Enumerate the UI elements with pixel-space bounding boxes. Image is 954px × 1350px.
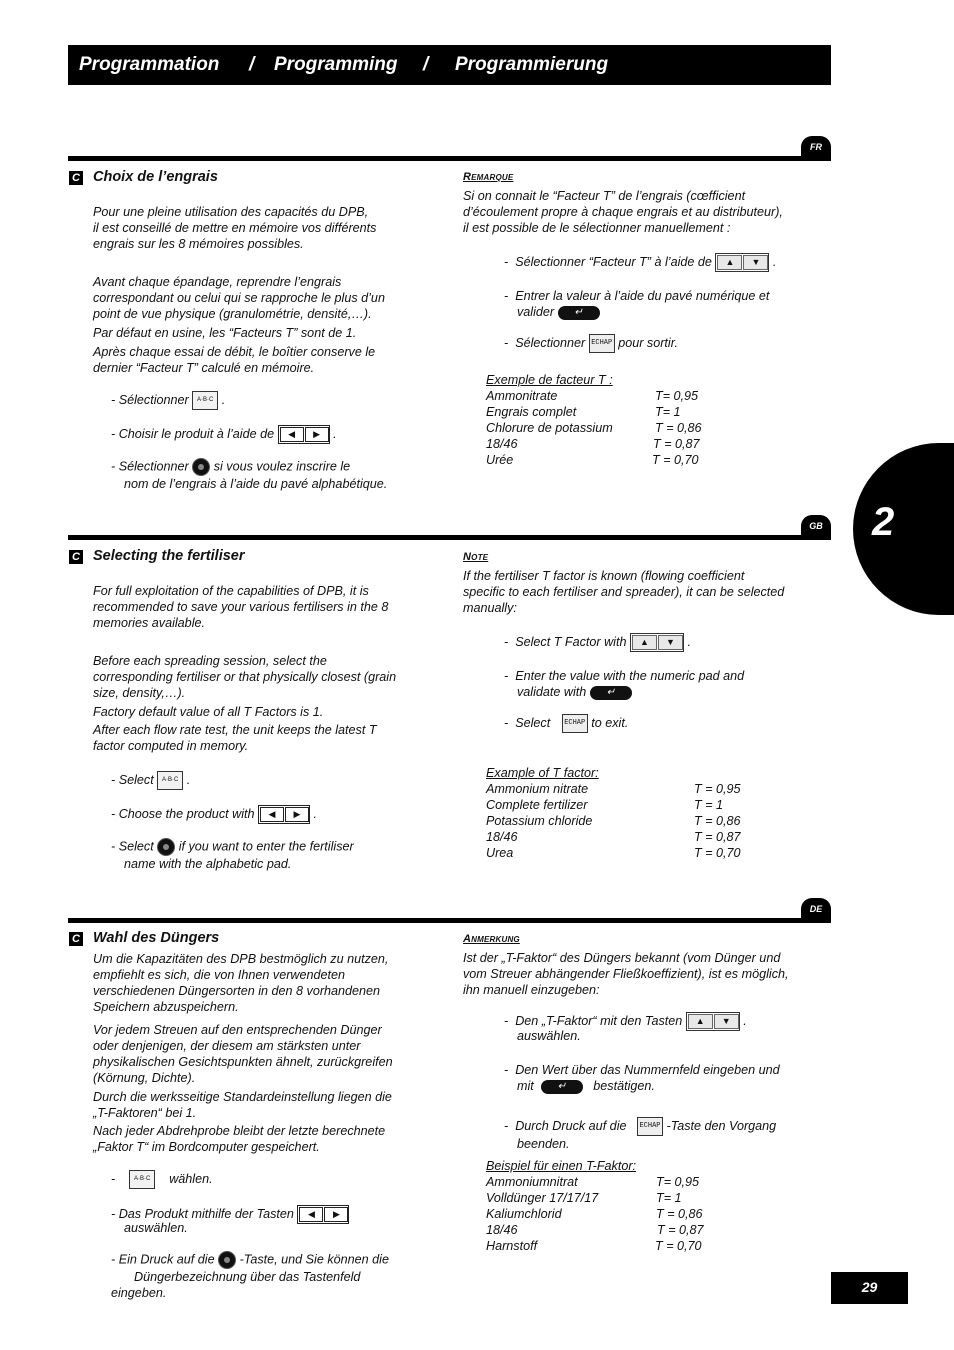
section-title-fr: Choix de l’engrais: [93, 169, 218, 185]
fr-step-3: - Sélectionner si vous voulez inscrire le nom de l’engrais à l’aide du pavé alphabétique.: [111, 459, 388, 491]
up-down-keys-icon: ▲ ▼: [686, 1012, 740, 1031]
table-cell: T = 0,87: [657, 1223, 704, 1237]
note-title-de: Anmerkung: [463, 933, 520, 945]
enter-key-icon: ↵: [541, 1080, 583, 1094]
de-note-step-1: - Den „T-Faktor“ mit den Tasten ▲ ▼ . auswählen.: [504, 1013, 747, 1043]
table-cell: T= 0,95: [656, 1175, 700, 1189]
page-header: [68, 45, 831, 85]
table-cell: Ammonium nitrate: [486, 782, 589, 796]
title-sep-2: /: [423, 54, 429, 75]
gb-example-title: Example of T factor:: [486, 766, 599, 780]
gb-preparation: Before each spreading session, select the corresponding fertiliser or that physically closest (grain size, density,…). Factory default value of all T Factors is 1. After each flow rate test, the unit keeps the latest T factor computed in memory.: [93, 654, 397, 753]
fr-note-step-3: - Sélectionner ECHAP pour sortir.: [504, 334, 678, 353]
de-note-step-2: - Den Wert über das Nummernfeld eingeben und mit ↵ bestätigen.: [504, 1063, 780, 1093]
table-cell: T = 1: [694, 798, 724, 812]
title-gb: Programming: [274, 54, 398, 75]
chapter-tab: [853, 443, 954, 615]
table-cell: Engrais complet: [486, 405, 577, 419]
abc-key-icon: A·B·C: [129, 1170, 155, 1189]
title-fr: Programmation: [79, 54, 220, 75]
fr-note-step-1: - Sélectionner “Facteur T” à l’aide de ▲ ▼ .: [504, 253, 776, 272]
gb-step-3: - Select if you want to enter the fertiliser name with the alphabetic pad.: [111, 839, 354, 871]
echap-key-icon: ECHAP: [589, 334, 615, 353]
enter-key-icon: ↵: [590, 686, 632, 700]
gb-example-table: [486, 781, 786, 861]
table-cell: Potassium chloride: [486, 814, 593, 828]
table-cell: T = 0,70: [655, 1239, 702, 1253]
fr-example-table: [486, 388, 786, 468]
fr-note-step-2: - Entrer la valeur à l’aide du pavé numérique et valider ↵: [504, 289, 770, 319]
table-cell: Ammoniumnitrat: [486, 1175, 578, 1189]
table-cell: T = 0,70: [694, 846, 741, 860]
section-rule-fr: [68, 156, 831, 161]
section-letter-de: C: [69, 932, 83, 946]
fr-preparation: Avant chaque épandage, reprendre l’engrais correspondant ou celui qui se rapproche le plus d’un point de vue physique (granulométrie, densité,…). Par défaut en usine, les “Facteurs T” sont de 1. Après chaque essai de débit, le boîtier conserve le dernier “Facteur T” calculé en mémoire.: [93, 275, 385, 375]
section-letter-fr: C: [69, 171, 83, 185]
table-cell: T = 0,86: [694, 814, 741, 828]
table-cell: T = 0,87: [653, 437, 700, 451]
table-cell: T = 0,87: [694, 830, 741, 844]
table-cell: Chlorure de potassium: [486, 421, 613, 435]
note-title-gb: Note: [463, 551, 489, 563]
section-title-gb: Selecting the fertiliser: [93, 548, 245, 564]
table-cell: 18/46: [486, 830, 518, 844]
table-cell: Complete fertilizer: [486, 798, 588, 812]
gb-note-step-3: - Select ECHAP to exit.: [504, 714, 628, 733]
echap-key-icon: ECHAP: [562, 714, 588, 733]
table-cell: T= 0,95: [655, 389, 699, 403]
de-note-step-3: - Durch Druck auf die ECHAP -Taste den Vorgang beenden.: [504, 1118, 777, 1151]
fr-step-2: - Choisir le produit à l’aide de ◀ ▶ .: [111, 425, 337, 444]
section-rule-gb: [68, 535, 831, 540]
up-down-keys-icon: ▲ ▼: [630, 633, 684, 652]
gb-step-2: - Choose the product with ◀ ▶ .: [111, 805, 317, 824]
de-preparation: Vor jedem Streuen auf den entsprechenden Dünger oder denjenigen, der diesem am stärksten unter physikalischen Gesichtspunkten ähnelt, zurückgreifen (Körnung, Dichte). Durch die werksseitige Standardeinstellung liegen die „T-Faktoren“ bei 1. Nach jeder Abdrehprobe bleibt der letzte berechnete „Faktor T“ im Bordcomputer gespeichert.: [93, 1023, 393, 1154]
note-text-fr: Si on connait le “Facteur T” de l’engrais (cœfficient d’écoulement propre à chaque engrais et au distributeur), il est possible de le sélectionner manuellement :: [463, 189, 783, 235]
lang-badge-gb: GB: [801, 515, 831, 537]
table-cell: 18/46: [486, 437, 518, 451]
table-cell: Harnstoff: [486, 1239, 538, 1253]
table-cell: T = 0,86: [656, 1207, 703, 1221]
abc-key-icon: A·B·C: [157, 771, 183, 790]
lang-badge-de: DE: [801, 898, 831, 920]
gb-note-step-2: - Enter the value with the numeric pad and validate with ↵: [504, 669, 745, 699]
abc-key-icon: A·B·C: [192, 391, 218, 410]
note-text-de: Ist der „T-Faktor“ des Düngers bekannt (vom Dünger und vom Streuer abhängender Fließkoeffizient), ist es möglich, ihn manuell einzugeben:: [463, 951, 789, 997]
table-cell: 18/46: [486, 1223, 518, 1237]
de-example-title: Beispiel für einen T-Faktor:: [486, 1159, 637, 1173]
fr-step-1: - Sélectionner A·B·C .: [111, 391, 225, 410]
table-cell: T= 1: [655, 405, 681, 419]
round-key-icon: [192, 458, 210, 476]
de-intro: Um die Kapazitäten des DPB bestmöglich zu nutzen, empfiehlt es sich, die von Ihnen verwendeten verschiedenen Düngersorten in den 8 vorhandenen Speichern abzuspeichern.: [93, 952, 389, 1014]
table-cell: T= 1: [656, 1191, 682, 1205]
gb-note-step-1: - Select T Factor with ▲ ▼ .: [504, 633, 691, 652]
de-step-1: - A·B·C wählen.: [111, 1170, 213, 1189]
left-right-keys-icon: ◀ ▶: [297, 1205, 349, 1224]
de-step-2: - Das Produkt mithilfe der Tasten ◀ ▶ auswählen.: [111, 1205, 349, 1236]
chapter-number: 2: [872, 500, 895, 544]
table-cell: T = 0,70: [652, 453, 699, 467]
table-cell: T = 0,86: [655, 421, 702, 435]
page-number: 29: [831, 1272, 908, 1304]
table-cell: Kaliumchlorid: [486, 1207, 562, 1221]
note-text-gb: If the fertiliser T factor is known (flowing coefficient specific to each fertiliser and spreader), it can be selected manually:: [463, 569, 785, 615]
table-cell: Urea: [486, 846, 514, 860]
de-example-table: [486, 1174, 786, 1254]
section-letter-gb: C: [69, 550, 83, 564]
table-cell: T = 0,95: [694, 782, 741, 796]
title-de: Programmierung: [455, 54, 609, 75]
table-cell: Ammonitrate: [486, 389, 558, 403]
note-title-fr: Remarque: [463, 171, 514, 183]
left-right-keys-icon: ◀ ▶: [278, 425, 330, 444]
enter-key-icon: ↵: [558, 306, 600, 320]
section-rule-de: [68, 918, 831, 923]
left-right-keys-icon: ◀ ▶: [258, 805, 310, 824]
round-key-icon: [218, 1251, 236, 1269]
fr-example-title: Exemple de facteur T :: [486, 373, 613, 387]
table-cell: Volldünger 17/17/17: [486, 1191, 599, 1205]
echap-key-icon: ECHAP: [637, 1117, 663, 1136]
gb-step-1: - Select A·B·C .: [111, 771, 190, 790]
up-down-keys-icon: ▲ ▼: [715, 253, 769, 272]
table-cell: Urée: [486, 453, 514, 467]
fr-intro: Pour une pleine utilisation des capacités du DPB, il est conseillé de mettre en mémoire vos différents engrais sur les 8 mémoires possibles.: [93, 205, 377, 251]
section-title-de: Wahl des Düngers: [93, 930, 220, 946]
round-key-icon: [157, 838, 175, 856]
lang-badge-fr: FR: [801, 136, 831, 158]
gb-intro: For full exploitation of the capabilities of DPB, it is recommended to save your various fertilisers in the 8 memories available.: [93, 584, 389, 630]
title-sep-1: /: [249, 54, 255, 75]
de-step-3: - Ein Druck auf die -Taste, und Sie können die Düngerbezeichnung über das Tastenfeld eingeben.: [111, 1252, 389, 1300]
